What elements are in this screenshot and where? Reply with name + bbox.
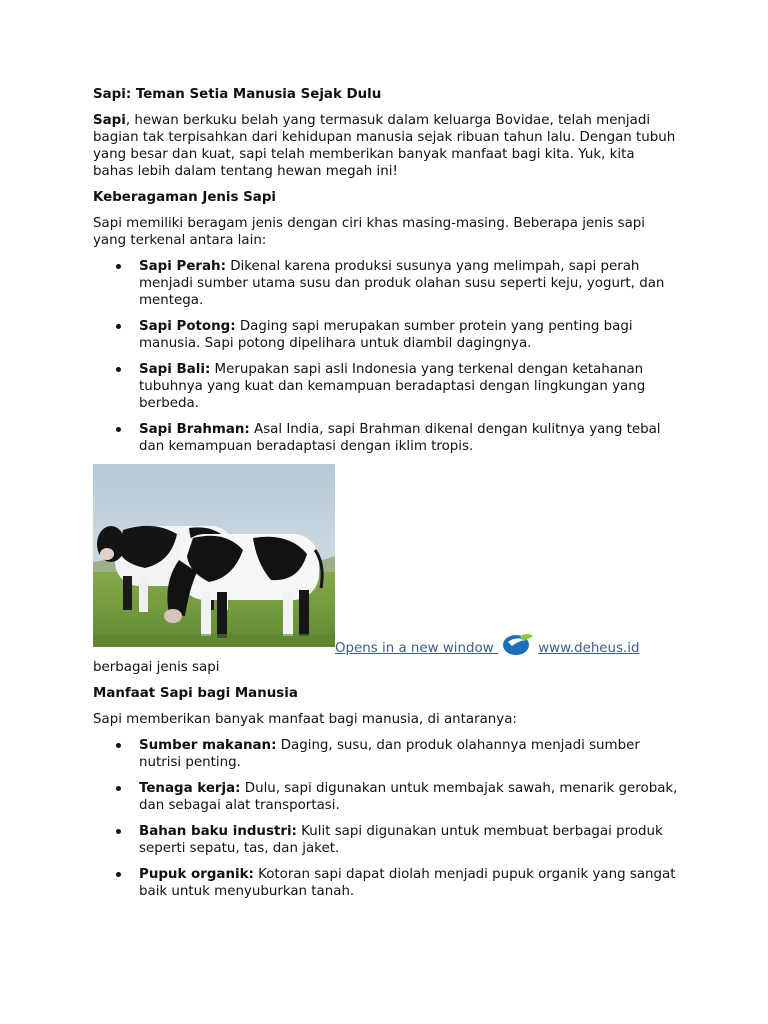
cattle-types-list bbox=[93, 258, 678, 455]
list-item bbox=[139, 780, 678, 814]
figure-row bbox=[93, 464, 678, 656]
intro-text: , hewan berkuku belah yang termasuk dalam keluarga Bovidae, telah menjadi bagian tak terpisahkan dari kehidupan manusia sejak ribuan tahun lalu. Dengan tubuh yang besar dan kuat, sapi telah memberikan banyak manfaat bagi kita. Yuk, kita bahas lebih dalam tentang hewan megah ini! bbox=[93, 113, 676, 179]
list-item-text: Merupakan sapi asli Indonesia yang terkenal dengan ketahanan tubuhnya yang kuat dan kemampuan beradaptasi dengan lingkungan yang berbeda. bbox=[139, 362, 646, 411]
list-item-text: Kulit sapi digunakan untuk membuat berbagai produk seperti sepatu, tas, dan jaket. bbox=[139, 824, 663, 856]
cows-photo[interactable] bbox=[93, 464, 335, 647]
image-source-links bbox=[335, 632, 640, 661]
article-title: Sapi: Teman Setia Manusia Sejak Dulu bbox=[93, 87, 382, 102]
list-item-term: Tenaga kerja: bbox=[139, 781, 241, 796]
section-heading-benefits: Manfaat Sapi bagi Manusia bbox=[93, 686, 298, 701]
list-item-term: Sapi Brahman: bbox=[139, 422, 250, 437]
section-heading-types: Keberagaman Jenis Sapi bbox=[93, 190, 277, 205]
list-item bbox=[139, 737, 678, 771]
list-item-term: Pupuk organik: bbox=[139, 867, 254, 882]
list-item bbox=[139, 258, 678, 309]
benefits-list bbox=[93, 737, 678, 900]
section-lead-types: Sapi memiliki beragam jenis dengan ciri khas masing-masing. Beberapa jenis sapi yang terkenal antara lain: bbox=[93, 216, 646, 248]
list-item-text: Daging, susu, dan produk olahannya menjadi sumber nutrisi penting. bbox=[139, 738, 640, 770]
section-lead-benefits: Sapi memberikan banyak manfaat bagi manusia, di antaranya: bbox=[93, 712, 517, 727]
list-item-term: Sumber makanan: bbox=[139, 738, 277, 753]
list-item-term: Sapi Bali: bbox=[139, 362, 211, 377]
image-caption: berbagai jenis sapi bbox=[93, 660, 220, 675]
intro-bold-term: Sapi bbox=[93, 113, 126, 128]
open-new-window-link[interactable]: Opens in a new window bbox=[335, 641, 494, 656]
list-item-text: Dulu, sapi digunakan untuk membajak sawah, menarik gerobak, dan sebagai alat transportasi. bbox=[139, 781, 678, 813]
source-link[interactable]: www.deheus.id bbox=[538, 641, 640, 656]
article-body bbox=[93, 86, 678, 900]
list-item-text: Dikenal karena produksi susunya yang melimpah, sapi perah menjadi sumber utama susu dan produk olahan susu seperti keju, yogurt, dan mentega. bbox=[139, 259, 665, 308]
list-item-text: Asal India, sapi Brahman dikenal dengan kulitnya yang tebal dan kemampuan beradaptasi dengan iklim tropis. bbox=[139, 422, 661, 454]
list-item-term: Sapi Perah: bbox=[139, 259, 226, 274]
deheus-logo-icon[interactable] bbox=[502, 632, 534, 661]
list-item bbox=[139, 421, 678, 455]
intro-paragraph bbox=[93, 112, 678, 180]
list-item bbox=[139, 318, 678, 352]
list-item-term: Sapi Potong: bbox=[139, 319, 236, 334]
list-item bbox=[139, 866, 678, 900]
list-item-text: Kotoran sapi dapat diolah menjadi pupuk organik yang sangat baik untuk menyuburkan tanah. bbox=[139, 867, 676, 899]
list-item-text: Daging sapi merupakan sumber protein yang penting bagi manusia. Sapi potong dipelihara untuk diambil dagingnya. bbox=[139, 319, 633, 351]
list-item bbox=[139, 361, 678, 412]
list-item-term: Bahan baku industri: bbox=[139, 824, 297, 839]
list-item bbox=[139, 823, 678, 857]
